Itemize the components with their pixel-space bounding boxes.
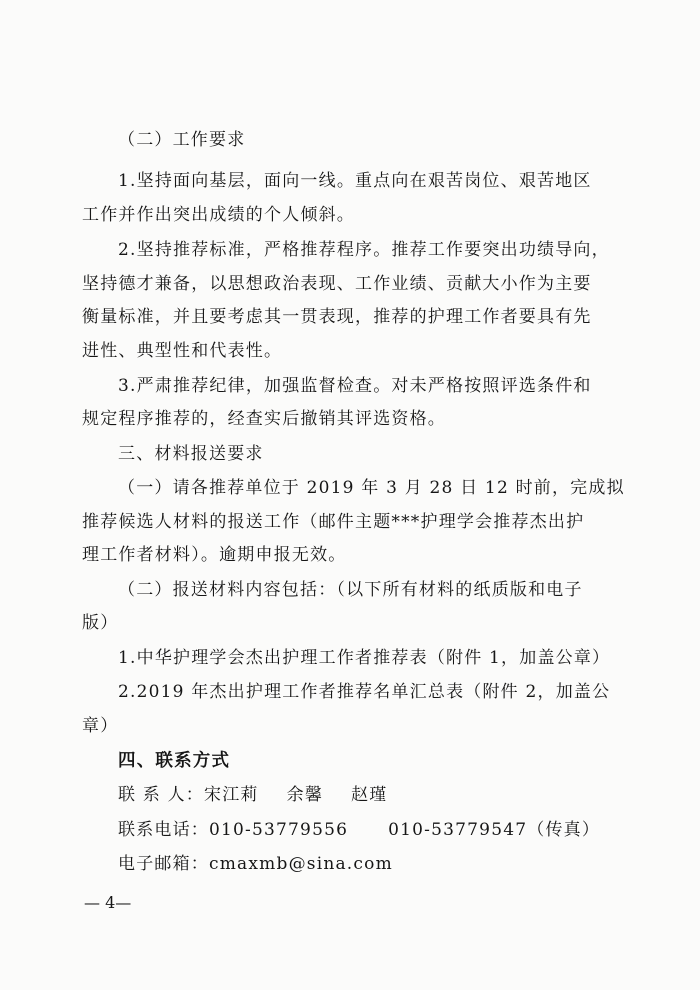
contact-person: 宋江莉 (204, 785, 259, 805)
contact-email (118, 852, 393, 876)
paragraph-line: 坚持德才兼备，以思想政治表现、工作业绩、贡献大小作为主要 (82, 274, 592, 294)
phone-number: 010-53779556 (209, 820, 349, 840)
paragraph-line: 衡量标准，并且要考虑其一贯表现，推荐的护理工作者要具有先 (82, 307, 592, 327)
paragraph-line: 进性、典型性和代表性。 (82, 341, 283, 361)
attachment-item: 1.中华护理学会杰出护理工作者推荐表（附件 1，加盖公章） (118, 648, 611, 668)
paragraph-line: 3.严肃推荐纪律，加强监督检查。对未严格按照评选条件和 (118, 376, 592, 396)
attachment-item: 2.2019 年杰出护理工作者推荐名单汇总表（附件 2，加盖公 (118, 682, 611, 702)
contact-person: 赵瑾 (351, 785, 388, 805)
work-requirements-heading: （二）工作要求 (118, 130, 246, 150)
paragraph-line: 版） (82, 613, 119, 633)
contact-person: 余馨 (286, 785, 324, 805)
contact-phone-label: 联系电话： (118, 820, 209, 840)
contact-persons (118, 783, 387, 807)
materials-heading: 三、材料报送要求 (118, 444, 264, 464)
fax-number: 010-53779547（传真） (388, 820, 601, 840)
contact-email-label: 电子邮箱： (118, 854, 209, 874)
contact-heading: 四、联系方式 (118, 751, 231, 771)
contact-phone (118, 818, 600, 842)
paragraph-line: 理工作者材料）。逾期申报无效。 (82, 545, 347, 565)
paragraph-line: （二）报送材料内容包括：（以下所有材料的纸质版和电子 (118, 580, 583, 600)
paragraph-line: 2.坚持推荐标准，严格推荐程序。推荐工作要突出功绩导向， (118, 240, 610, 260)
contact-persons-label: 联 系 人： (118, 785, 205, 805)
paragraph-line: 章） (82, 716, 119, 736)
paragraph-line: （一）请各推荐单位于 2019 年 3 月 28 日 12 时前，完成拟 (118, 478, 625, 498)
paragraph-line: 1.坚持面向基层，面向一线。重点向在艰苦岗位、艰苦地区 (118, 171, 592, 191)
page-number: — 4— (84, 893, 132, 912)
paragraph-line: 推荐候选人材料的报送工作（邮件主题***护理学会推荐杰出护 (82, 512, 585, 532)
paragraph-line: 工作并作出突出成绩的个人倾斜。 (82, 205, 355, 225)
paragraph-line: 规定程序推荐的，经查实后撤销其评选资格。 (82, 409, 446, 429)
email-address: cmaxmb@sina.com (209, 854, 393, 874)
